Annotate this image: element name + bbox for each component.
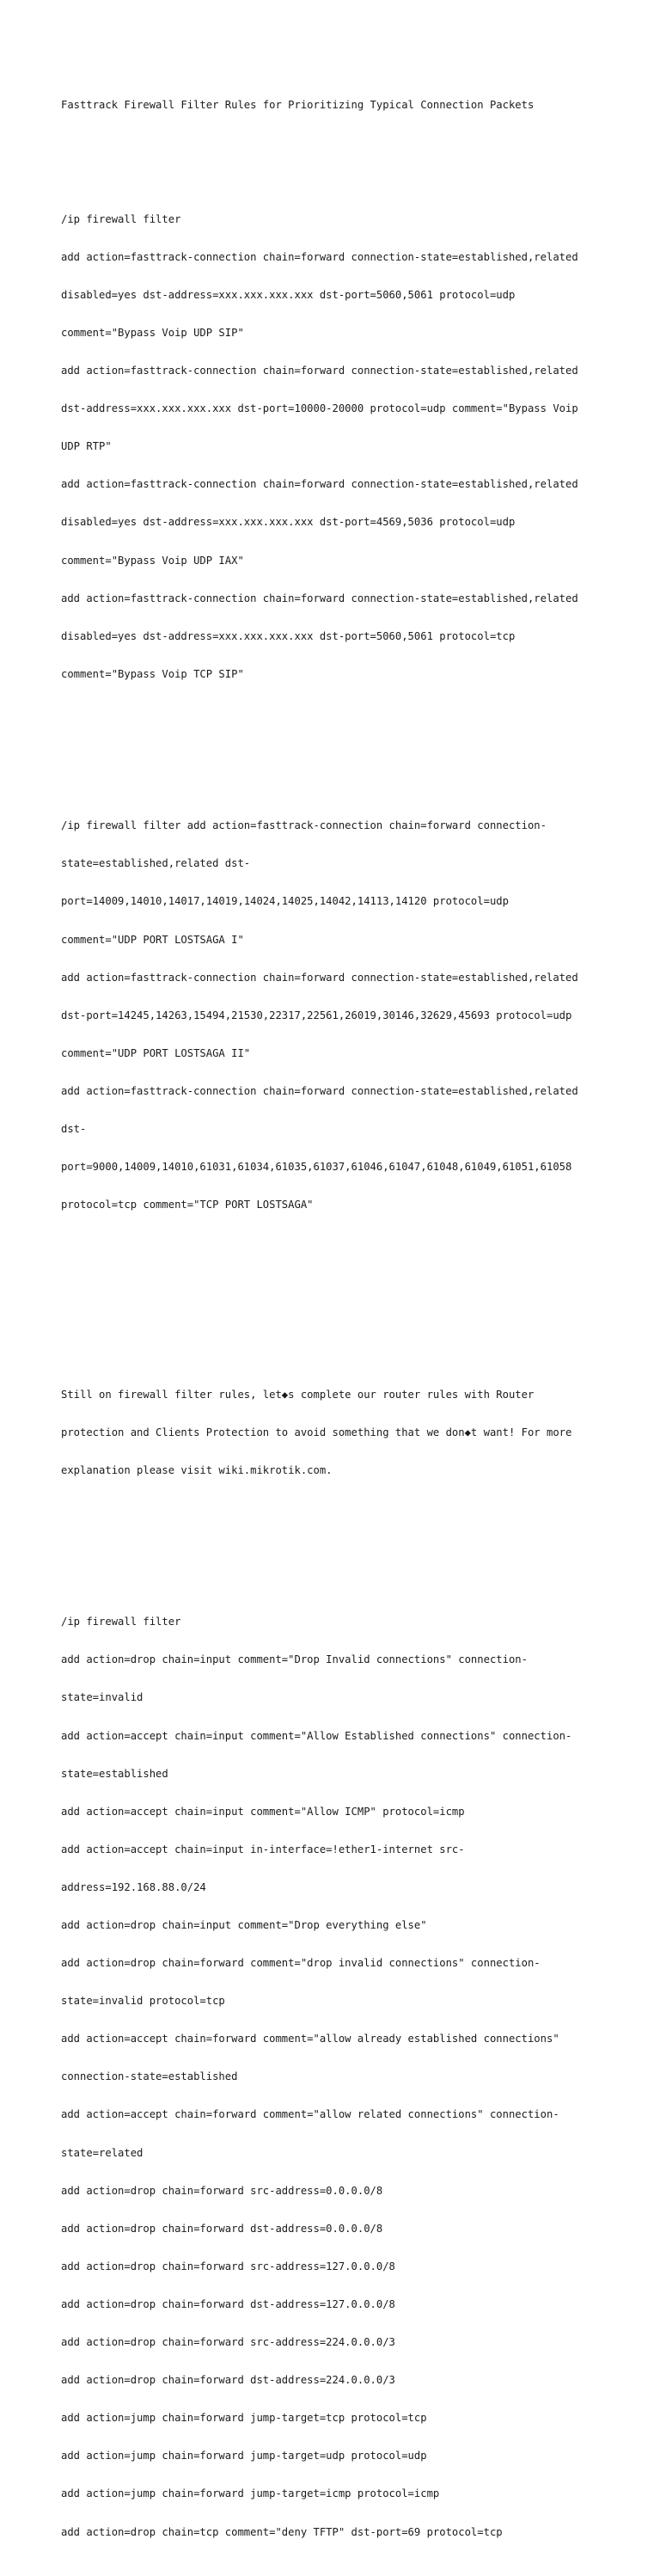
code-line: /ip firewall filter — [61, 1616, 181, 1628]
code-line: dst- — [61, 1122, 87, 1135]
code-line: comment="Bypass Voip TCP SIP" — [61, 667, 244, 680]
code-line: state=established — [61, 1767, 168, 1780]
section-explanation-paragraph — [61, 1363, 620, 1502]
blank-line — [61, 744, 620, 757]
code-line: comment="UDP PORT LOSTSAGA I" — [61, 933, 244, 946]
code-line: state=related — [61, 2146, 144, 2159]
section-router-protection-rules — [61, 1591, 620, 2564]
section-fasttrack-voip — [61, 187, 620, 706]
code-line: add action=drop chain=forward src-address=0.0.0.0/8 — [61, 2184, 383, 2197]
code-line: address=192.168.88.0/24 — [61, 1880, 206, 1893]
code-line: /ip firewall filter add action=fasttrack-connection chain=forward connection- — [61, 819, 547, 832]
code-line: UDP RTP" — [61, 440, 112, 453]
code-line: add action=accept chain=forward comment="allow already established connections" — [61, 2033, 559, 2045]
code-line: dst-address=xxx.xxx.xxx.xxx dst-port=10000-20000 protocol=udp comment="Bypass Voip — [61, 402, 578, 415]
code-line: disabled=yes dst-address=xxx.xxx.xxx.xxx dst-port=5060,5061 protocol=tcp — [61, 629, 516, 642]
code-line: add action=fasttrack-connection chain=forward connection-state=established,related — [61, 592, 578, 604]
blank-line — [61, 138, 620, 150]
code-line: add action=drop chain=forward dst-address=0.0.0.0/8 — [61, 2222, 383, 2235]
blank-line — [61, 1312, 620, 1325]
code-line: add action=drop chain=forward dst-address=224.0.0.0/3 — [61, 2374, 395, 2387]
paragraph-line: protection and Clients Protection to avoid something that we don◆t want! For more — [61, 1426, 572, 1438]
code-line: dst-port=14245,14263,15494,21530,22317,22561,26019,30146,32629,45693 protocol=udp — [61, 1009, 572, 1021]
code-line: add action=accept chain=input in-interface=!ether1-internet src- — [61, 1843, 465, 1855]
code-line: add action=drop chain=forward comment="drop invalid connections" connection- — [61, 1957, 541, 1970]
code-line: comment="Bypass Voip UDP SIP" — [61, 326, 244, 339]
paragraph-line: explanation please visit wiki.mikrotik.com. — [61, 1463, 333, 1476]
code-line: add action=jump chain=forward jump-target=icmp protocol=icmp — [61, 2487, 440, 2500]
code-line: add action=drop chain=input comment="Drop Invalid connections" connection- — [61, 1653, 528, 1666]
code-line: port=9000,14009,14010,61031,61034,61035,61037,61046,61047,61048,61049,61051,61058 — [61, 1161, 572, 1174]
code-line: add action=fasttrack-connection chain=forward connection-state=established,related — [61, 250, 578, 263]
code-line: connection-state=established — [61, 2070, 238, 2083]
code-line: add action=drop chain=tcp comment="deny TFTP" dst-port=69 protocol=tcp — [61, 2525, 503, 2538]
blank-line — [61, 1274, 620, 1287]
blank-line — [61, 1540, 620, 1553]
code-line: disabled=yes dst-address=xxx.xxx.xxx.xxx dst-port=4569,5036 protocol=udp — [61, 516, 516, 529]
code-line: add action=drop chain=forward dst-address=127.0.0.0/8 — [61, 2297, 395, 2310]
code-line: add action=jump chain=forward jump-target=tcp protocol=tcp — [61, 2412, 427, 2425]
code-line: state=invalid — [61, 1691, 144, 1704]
code-line: /ip firewall filter — [61, 212, 181, 225]
code-line: add action=fasttrack-connection chain=forward connection-state=established,related — [61, 365, 578, 377]
code-line: add action=drop chain=input comment="Drop everything else" — [61, 1919, 427, 1932]
code-line: add action=drop chain=forward src-address=127.0.0.0/8 — [61, 2260, 395, 2272]
code-line: add action=drop chain=forward src-address=224.0.0.0/3 — [61, 2336, 395, 2349]
document-page — [61, 74, 620, 2576]
code-line: add action=accept chain=forward comment="allow related connections" connection- — [61, 2108, 559, 2121]
code-line: add action=fasttrack-connection chain=forward connection-state=established,related — [61, 478, 578, 491]
code-line: comment="Bypass Voip UDP IAX" — [61, 554, 244, 567]
code-line: state=established,related dst- — [61, 857, 251, 870]
section-fasttrack-lostsaga — [61, 794, 620, 1236]
code-line: add action=accept chain=input comment="Allow Established connections" connection- — [61, 1729, 572, 1742]
paragraph-line: Still on firewall filter rules, let◆s complete our router rules with Router — [61, 1388, 535, 1401]
code-line: protocol=tcp comment="TCP PORT LOSTSAGA" — [61, 1199, 314, 1211]
code-line: add action=fasttrack-connection chain=forward connection-state=established,related — [61, 971, 578, 984]
code-line: disabled=yes dst-address=xxx.xxx.xxx.xxx dst-port=5060,5061 protocol=udp — [61, 288, 516, 301]
code-line: add action=jump chain=forward jump-target=udp protocol=udp — [61, 2450, 427, 2463]
code-line: port=14009,14010,14017,14019,14024,14025,14042,14113,14120 protocol=udp — [61, 895, 509, 908]
code-line: add action=fasttrack-connection chain=forward connection-state=established,related — [61, 1084, 578, 1097]
code-line: comment="UDP PORT LOSTSAGA II" — [61, 1046, 251, 1059]
code-line: state=invalid protocol=tcp — [61, 1995, 225, 2008]
code-line: add action=accept chain=input comment="Allow ICMP" protocol=icmp — [61, 1805, 465, 1818]
document-title: Fasttrack Firewall Filter Rules for Prioritizing Typical Connection Packets — [61, 99, 535, 112]
